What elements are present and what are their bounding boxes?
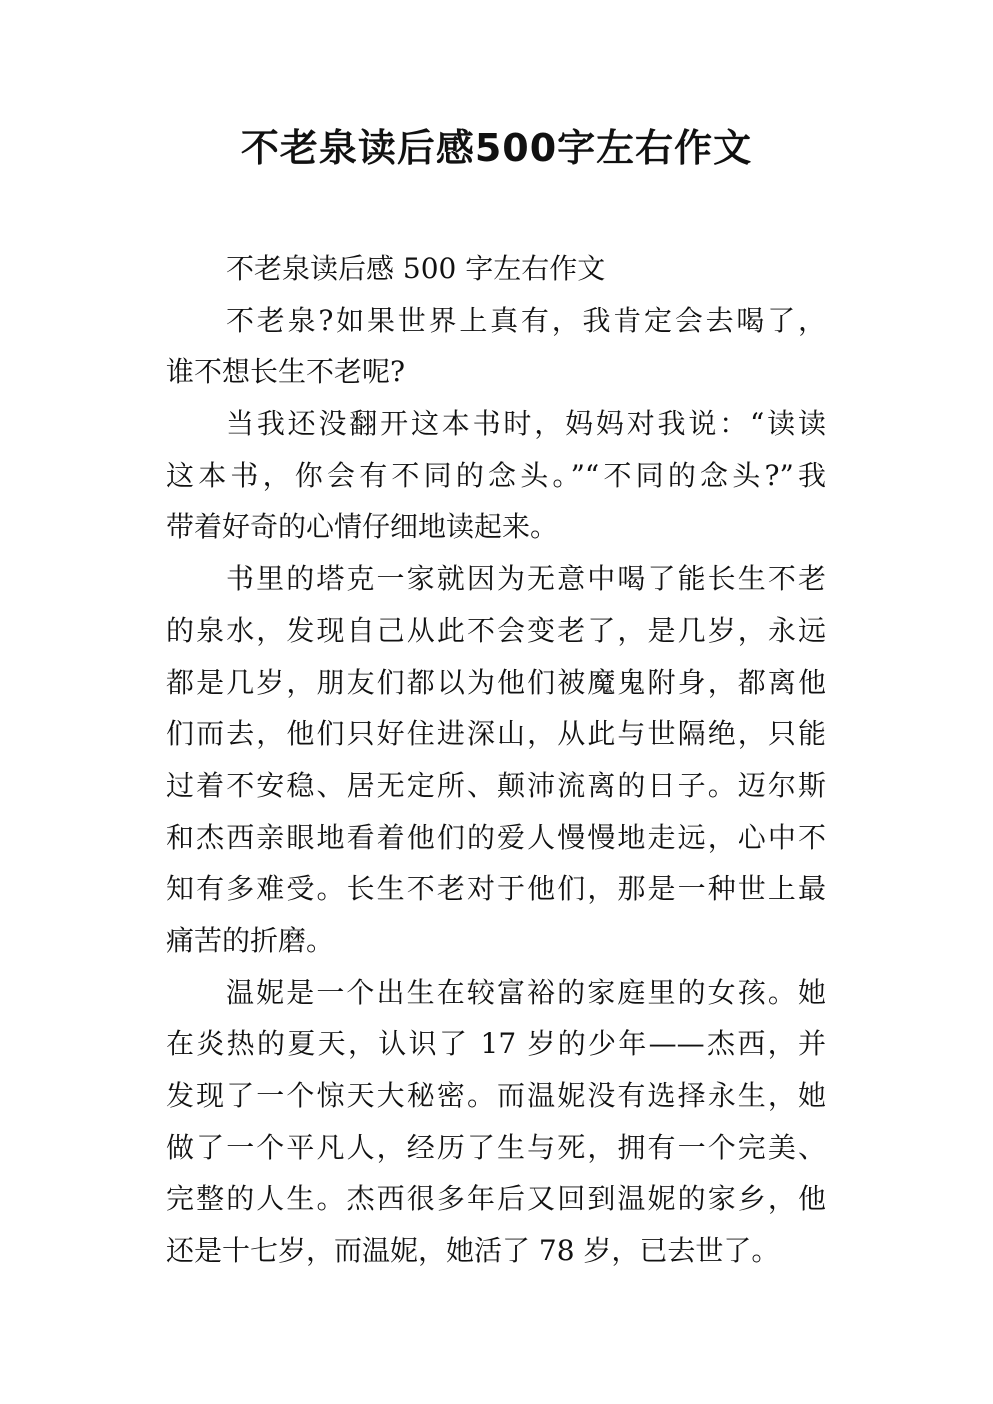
paragraph-line: 这本书，你会有不同的念头。”“不同的念头?”我	[166, 458, 826, 492]
paragraph-line: 谁不想长生不老呢?	[166, 355, 406, 389]
paragraph	[166, 398, 826, 553]
paragraph-line: 带着好奇的心情仔细地读起来。	[166, 510, 559, 544]
paragraph	[166, 295, 826, 398]
paragraph-line: 发现了一个惊天大秘密。而温妮没有选择永生，她	[166, 1079, 826, 1112]
paragraph	[166, 243, 826, 295]
paragraph-line: 温妮是一个出生在较富裕的家庭里的女孩。她	[226, 975, 826, 1009]
paragraph-line: 还是十七岁，而温妮，她活了 78 岁，已去世了。	[166, 1234, 780, 1268]
paragraph	[166, 967, 826, 1277]
paragraph-line: 书里的塔克一家就因为无意中喝了能长生不老	[226, 562, 826, 596]
document-body	[166, 243, 826, 1277]
paragraph-line: 们而去，他们只好住进深山，从此与世隔绝，只能	[166, 717, 826, 751]
paragraph-line: 都是几岁，朋友们都以为他们被魔鬼附身，都离他	[166, 665, 826, 699]
paragraph-line: 不老泉?如果世界上真有，我肯定会去喝了，	[226, 303, 826, 337]
paragraph	[166, 553, 826, 967]
paragraph-line: 痛苦的折磨。	[166, 923, 335, 957]
paragraph-line: 和杰西亲眼地看着他们的爱人慢慢地走远，心中不	[166, 820, 826, 854]
paragraph-line: 的泉水，发现自己从此不会变老了，是几岁，永远	[166, 613, 826, 647]
paragraph-line: 在炎热的夏天，认识了 17 岁的少年——杰西，并	[166, 1027, 826, 1061]
paragraph-line: 过着不安稳、居无定所、颠沛流离的日子。迈尔斯	[166, 768, 826, 802]
paragraph-line: 完整的人生。杰西很多年后又回到温妮的家乡，他	[166, 1182, 826, 1216]
paragraph-line: 知有多难受。长生不老对于他们，那是一种世上最	[166, 872, 826, 906]
document-title: 不老泉读后感500字左右作文	[240, 126, 753, 170]
paragraph-line: 不老泉读后感 500 字左右作文	[226, 252, 606, 285]
paragraph-line: 当我还没翻开这本书时，妈妈对我说：“读读	[226, 407, 826, 441]
paragraph-line: 做了一个平凡人，经历了生与死，拥有一个完美、	[166, 1130, 826, 1164]
